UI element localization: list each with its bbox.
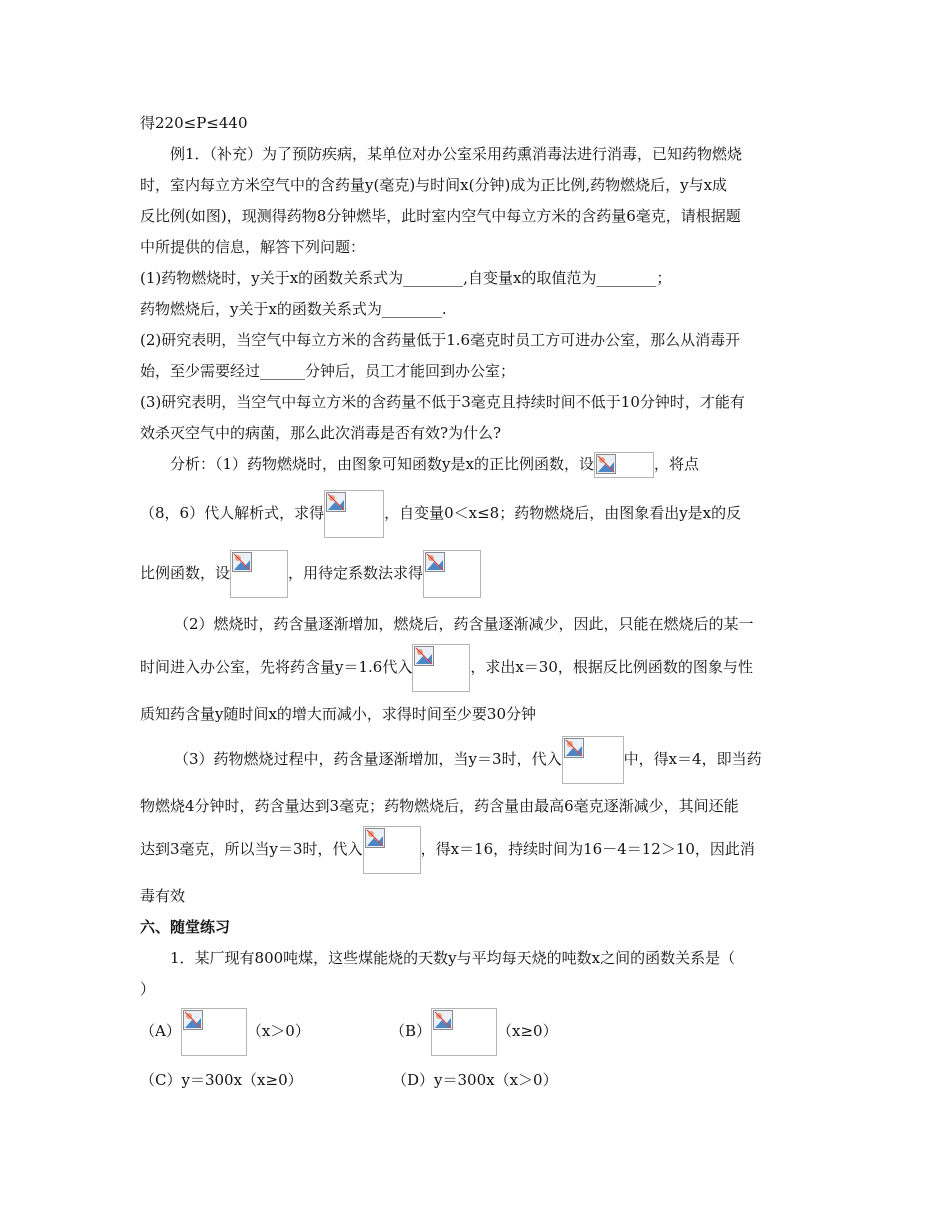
text-line: 反比例(如图)，现测得药物8分钟燃毕，此时室内空气中每立方米的含药量6毫克，请根据题 xyxy=(140,207,741,225)
text-line: 时，室内每立方米空气中的含药量y(毫克)与时间x(分钟)成为正比例,药物燃烧后，y与x成 xyxy=(140,176,728,194)
analysis-line: （2）燃烧时，药含量逐渐增加，燃烧后，药含量逐渐减少，因此，只能在燃烧后的某一 xyxy=(174,615,754,633)
example-heading: 例1．（补充）为了预防疾病，某单位对办公室采用药熏消毒法进行消毒，已知药物燃烧 xyxy=(170,145,743,163)
text-line: 得220≤P≤440 xyxy=(140,114,248,132)
formula-image xyxy=(363,826,421,874)
formula-image xyxy=(423,550,481,598)
analysis-text: ，得x＝16，持续时间为16－4＝12＞10，因此消 xyxy=(420,840,755,858)
formula-image xyxy=(562,736,624,784)
analysis-text: 比例函数，设 xyxy=(140,564,231,582)
analysis-text: 中，得x＝4，即当药 xyxy=(623,750,762,768)
formula-image xyxy=(324,490,384,538)
broken-image-icon xyxy=(183,1010,203,1030)
analysis-text: （8，6）代人解析式，求得 xyxy=(140,504,325,522)
formula-image xyxy=(230,550,288,598)
analysis-line xyxy=(140,490,741,538)
analysis-line: 物燃烧4分钟时，药含量达到3毫克；药物燃烧后，药含量由最高6毫克逐渐减少，其间还能 xyxy=(140,797,739,815)
choice-label: （A） xyxy=(140,1022,181,1040)
analysis-line xyxy=(170,452,699,478)
text-line: 始，至少需要经过______分钟后，员工才能回到办公室； xyxy=(140,362,516,380)
analysis-line xyxy=(174,736,762,784)
analysis-text: ，求出x＝30，根据反比例函数的图象与性 xyxy=(470,658,753,676)
analysis-text: 时间进入办公室，先将药含量y＝1.6代入 xyxy=(140,658,413,676)
text-line: 中所提供的信息，解答下列问题： xyxy=(140,238,366,256)
text-line: 药物燃烧后，y关于x的函数关系式为________. xyxy=(140,300,447,318)
analysis-line: 质知药含量y随时间x的增大而减小，求得时间至少要30分钟 xyxy=(140,705,537,723)
broken-image-icon xyxy=(414,646,434,666)
broken-image-icon xyxy=(596,454,616,474)
broken-image-icon xyxy=(326,492,346,512)
analysis-text: （3）药物燃烧过程中，药含量逐渐增加，当y＝3时，代入 xyxy=(174,750,562,768)
analysis-line xyxy=(140,644,753,692)
formula-image xyxy=(594,452,654,478)
broken-image-icon xyxy=(232,552,252,572)
formula-image xyxy=(412,644,470,692)
broken-image-icon xyxy=(365,828,385,848)
choice-c: （C）y＝300x（x≥0） xyxy=(140,1071,303,1089)
choice-label: （B） xyxy=(390,1022,432,1040)
formula-image xyxy=(181,1008,247,1056)
choice-a xyxy=(140,1008,310,1056)
analysis-line xyxy=(140,550,481,598)
analysis-text: 分析：（1）药物燃烧时，由图象可知函数y是x的正比例函数，设 xyxy=(170,455,594,473)
question-1: (1)药物燃烧时，y关于x的函数关系式为________,自变量x的取值范为________； xyxy=(140,269,672,287)
text-line: 效杀灭空气中的病菌，那么此次消毒是否有效?为什么? xyxy=(140,424,502,442)
choice-condition: （x＞0） xyxy=(246,1022,310,1040)
choice-b xyxy=(390,1008,558,1056)
analysis-text: ，将点 xyxy=(653,455,699,473)
section-heading: 六、随堂练习 xyxy=(140,918,231,936)
broken-image-icon xyxy=(433,1010,453,1030)
exercise-question: 1．某厂现有800吨煤，这些煤能烧的天数y与平均每天烧的吨数x之间的函数关系是（ xyxy=(170,949,736,967)
analysis-line: 毒有效 xyxy=(140,887,186,905)
choice-d: （D）y＝300x（x＞0） xyxy=(392,1071,558,1089)
analysis-text: ，自变量0＜x≤8；药物燃烧后，由图象看出y是x的反 xyxy=(384,504,742,522)
question-2: (2)研究表明，当空气中每立方米的含药量低于1.6毫克时员工方可进办公室，那么从消毒开 xyxy=(140,331,741,349)
question-3: (3)研究表明，当空气中每立方米的含药量不低于3毫克且持续时间不低于10分钟时，才能有 xyxy=(140,393,745,411)
formula-image xyxy=(431,1008,497,1056)
text-line: ） xyxy=(140,980,156,998)
analysis-line xyxy=(140,826,755,874)
choice-condition: （x≥0） xyxy=(497,1022,558,1040)
analysis-text: ，用待定系数法求得 xyxy=(288,564,424,582)
broken-image-icon xyxy=(564,738,584,758)
analysis-text: 达到3毫克，所以当y＝3时，代入 xyxy=(140,840,363,858)
broken-image-icon xyxy=(425,552,445,572)
